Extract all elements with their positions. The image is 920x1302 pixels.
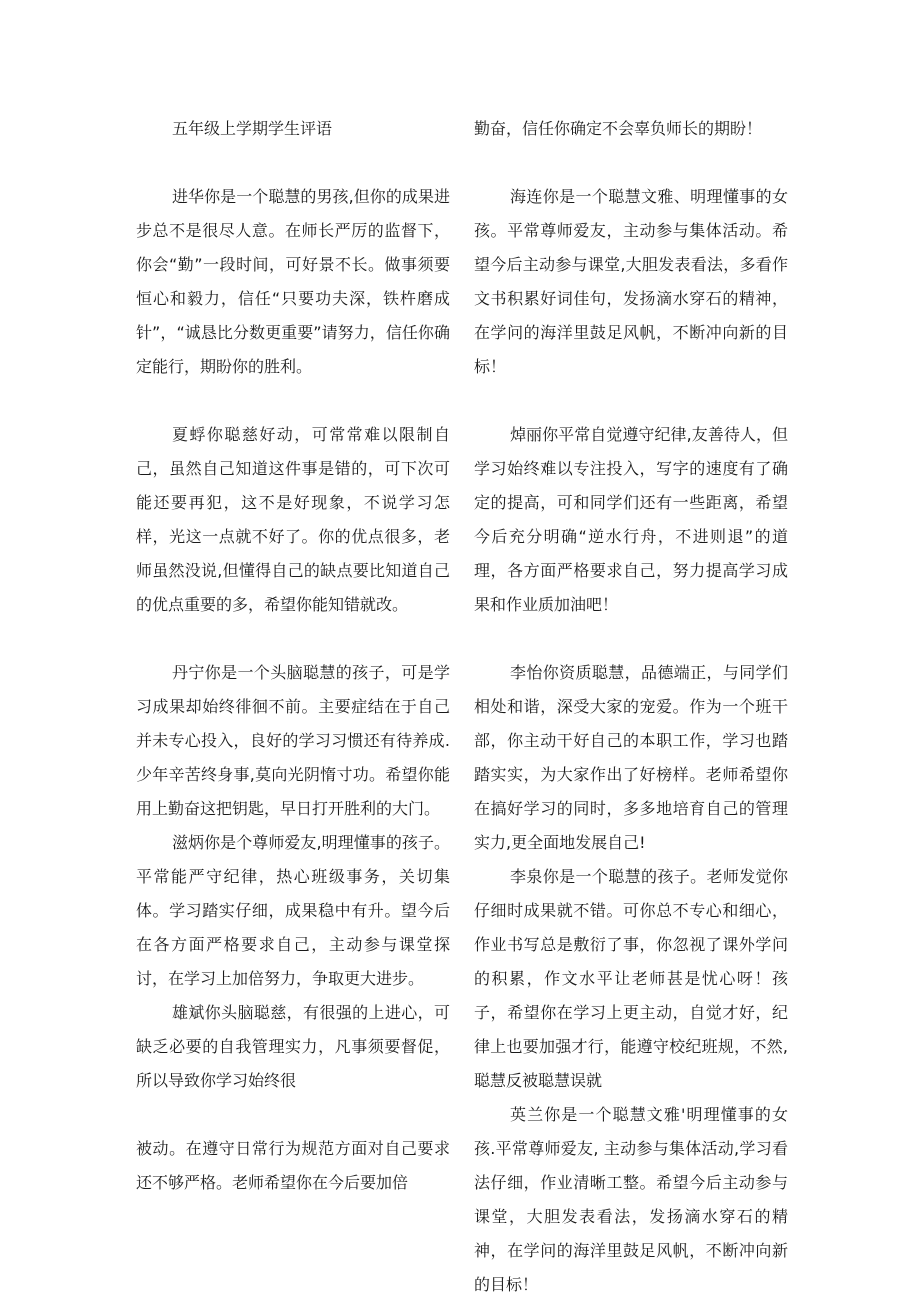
comment-paragraph-zhuoli: 焯丽你平常自觉遵守纪律,友善待人，但学习始终难以专注投入，写字的速度有了确定的提高，可和同学们还有一些距离，希望今后充分明确“逆水行舟，不进则退”的道理，各方面严格要求自己，努力提高学习成果和作业质加油吧！ [474, 425, 788, 614]
comment-paragraph-continued-ending: 勤奋，信任你确定不会辜负师长的期盼！ [474, 119, 763, 138]
comment-paragraph-xiafu: 夏蜉你聪慈好动，可常常难以限制自己，虽然自己知道这件事是错的，可下次可能还要再犯，这不是好现象，不说学习怎样，光这一点就不好了。你的优点很多，老师虽然没说,但懂得自己的缺点要比知道自己的优点重要的多，希望你能知错就改。 [136, 425, 450, 614]
right-column [474, 112, 788, 1302]
left-column [136, 112, 450, 1200]
comment-paragraph-hailian: 海连你是一个聪慧文雅、明理懂事的女孩。平常尊师爱友，主动参与集体活动。希望今后主动参与课堂,大胆发表看法，多看作文书积累好词佳句，发扬滴水穿石的精神，在学问的海洋里鼓足风帆，不断冲向新的目标！ [474, 187, 788, 376]
comment-paragraph-yinglan: 英兰你是一个聪慧文雅'明理懂事的女孩.平常尊师爱友, 主动参与集体活动,学习看法仔细，作业清晰工整。希望今后主动参与课堂，大胆发表看法，发扬滴水穿石的精神，在学问的海洋里鼓足风帆，不断冲向新的目标！ [474, 1105, 788, 1294]
comment-paragraph-continuation: 被动。在遵守日常行为规范方面对自己要求还不够严格。老师希望你在今后要加倍 [136, 1139, 450, 1192]
comment-paragraph-danning: 丹宁你是一个头脑聪慧的孩子，可是学习成果却始终徘徊不前。主要症结在于自己并未专心投入，良好的学习习惯还有待养成.少年辛苦终身事,莫向光阴惰寸功。希望你能用上勤奋这把钥匙，早日打开胜利的大门。 [136, 663, 450, 818]
comment-paragraph-jinhua: 进华你是一个聪慧的男孩,但你的成果进步总不是很尽人意。在师长严厉的监督下，你会“勤”一段时间，可好景不长。做事须要恒心和毅力，信任“只要功夫深，铁杵磨成针”，“诚恳比分数更重要”请努力，信任你确定能行，期盼你的胜利。 [136, 187, 450, 376]
page-title: 五年级上学期学生评语 [172, 119, 333, 138]
comment-paragraph-liyi: 李怡你资质聪慧，品德端正，与同学们相处和谐，深受大家的宠爱。作为一个班干部，你主动干好自己的本职工作，学习也踏踏实实，为大家作出了好榜样。老师希望你在搞好学习的同时，多多地培育自己的管理实力,更全面地发展自己! [474, 663, 788, 852]
comment-paragraph-zibing: 滋炳你是个尊师爱友,明理懂事的孩子。平常能严守纪律，热心班级事务，关切集体。学习踏实仔细，成果稳中有升。望今后在各方面严格要求自己，主动参与课堂探讨，在学习上加倍努力，争取更大进步。 [136, 833, 450, 988]
comment-paragraph-liquan: 李泉你是一个聪慧的孩子。老师发觉你仔细时成果就不错。可你总不专心和细心，作业书写总是敷衍了事，你忽视了课外学问的积累，作文水平让老师甚是忧心呀！孩子，希望你在学习上更主动，自觉才好，纪律上也要加强才行，能遵守校纪班规，不然,聪慧反被聪慧误就 [474, 867, 788, 1090]
comment-paragraph-xiongbin: 雄斌你头脑聪慈，有很强的上进心，可缺乏必要的自我管理实力，凡事须要督促，所以导致你学习始终很 [136, 1003, 450, 1090]
